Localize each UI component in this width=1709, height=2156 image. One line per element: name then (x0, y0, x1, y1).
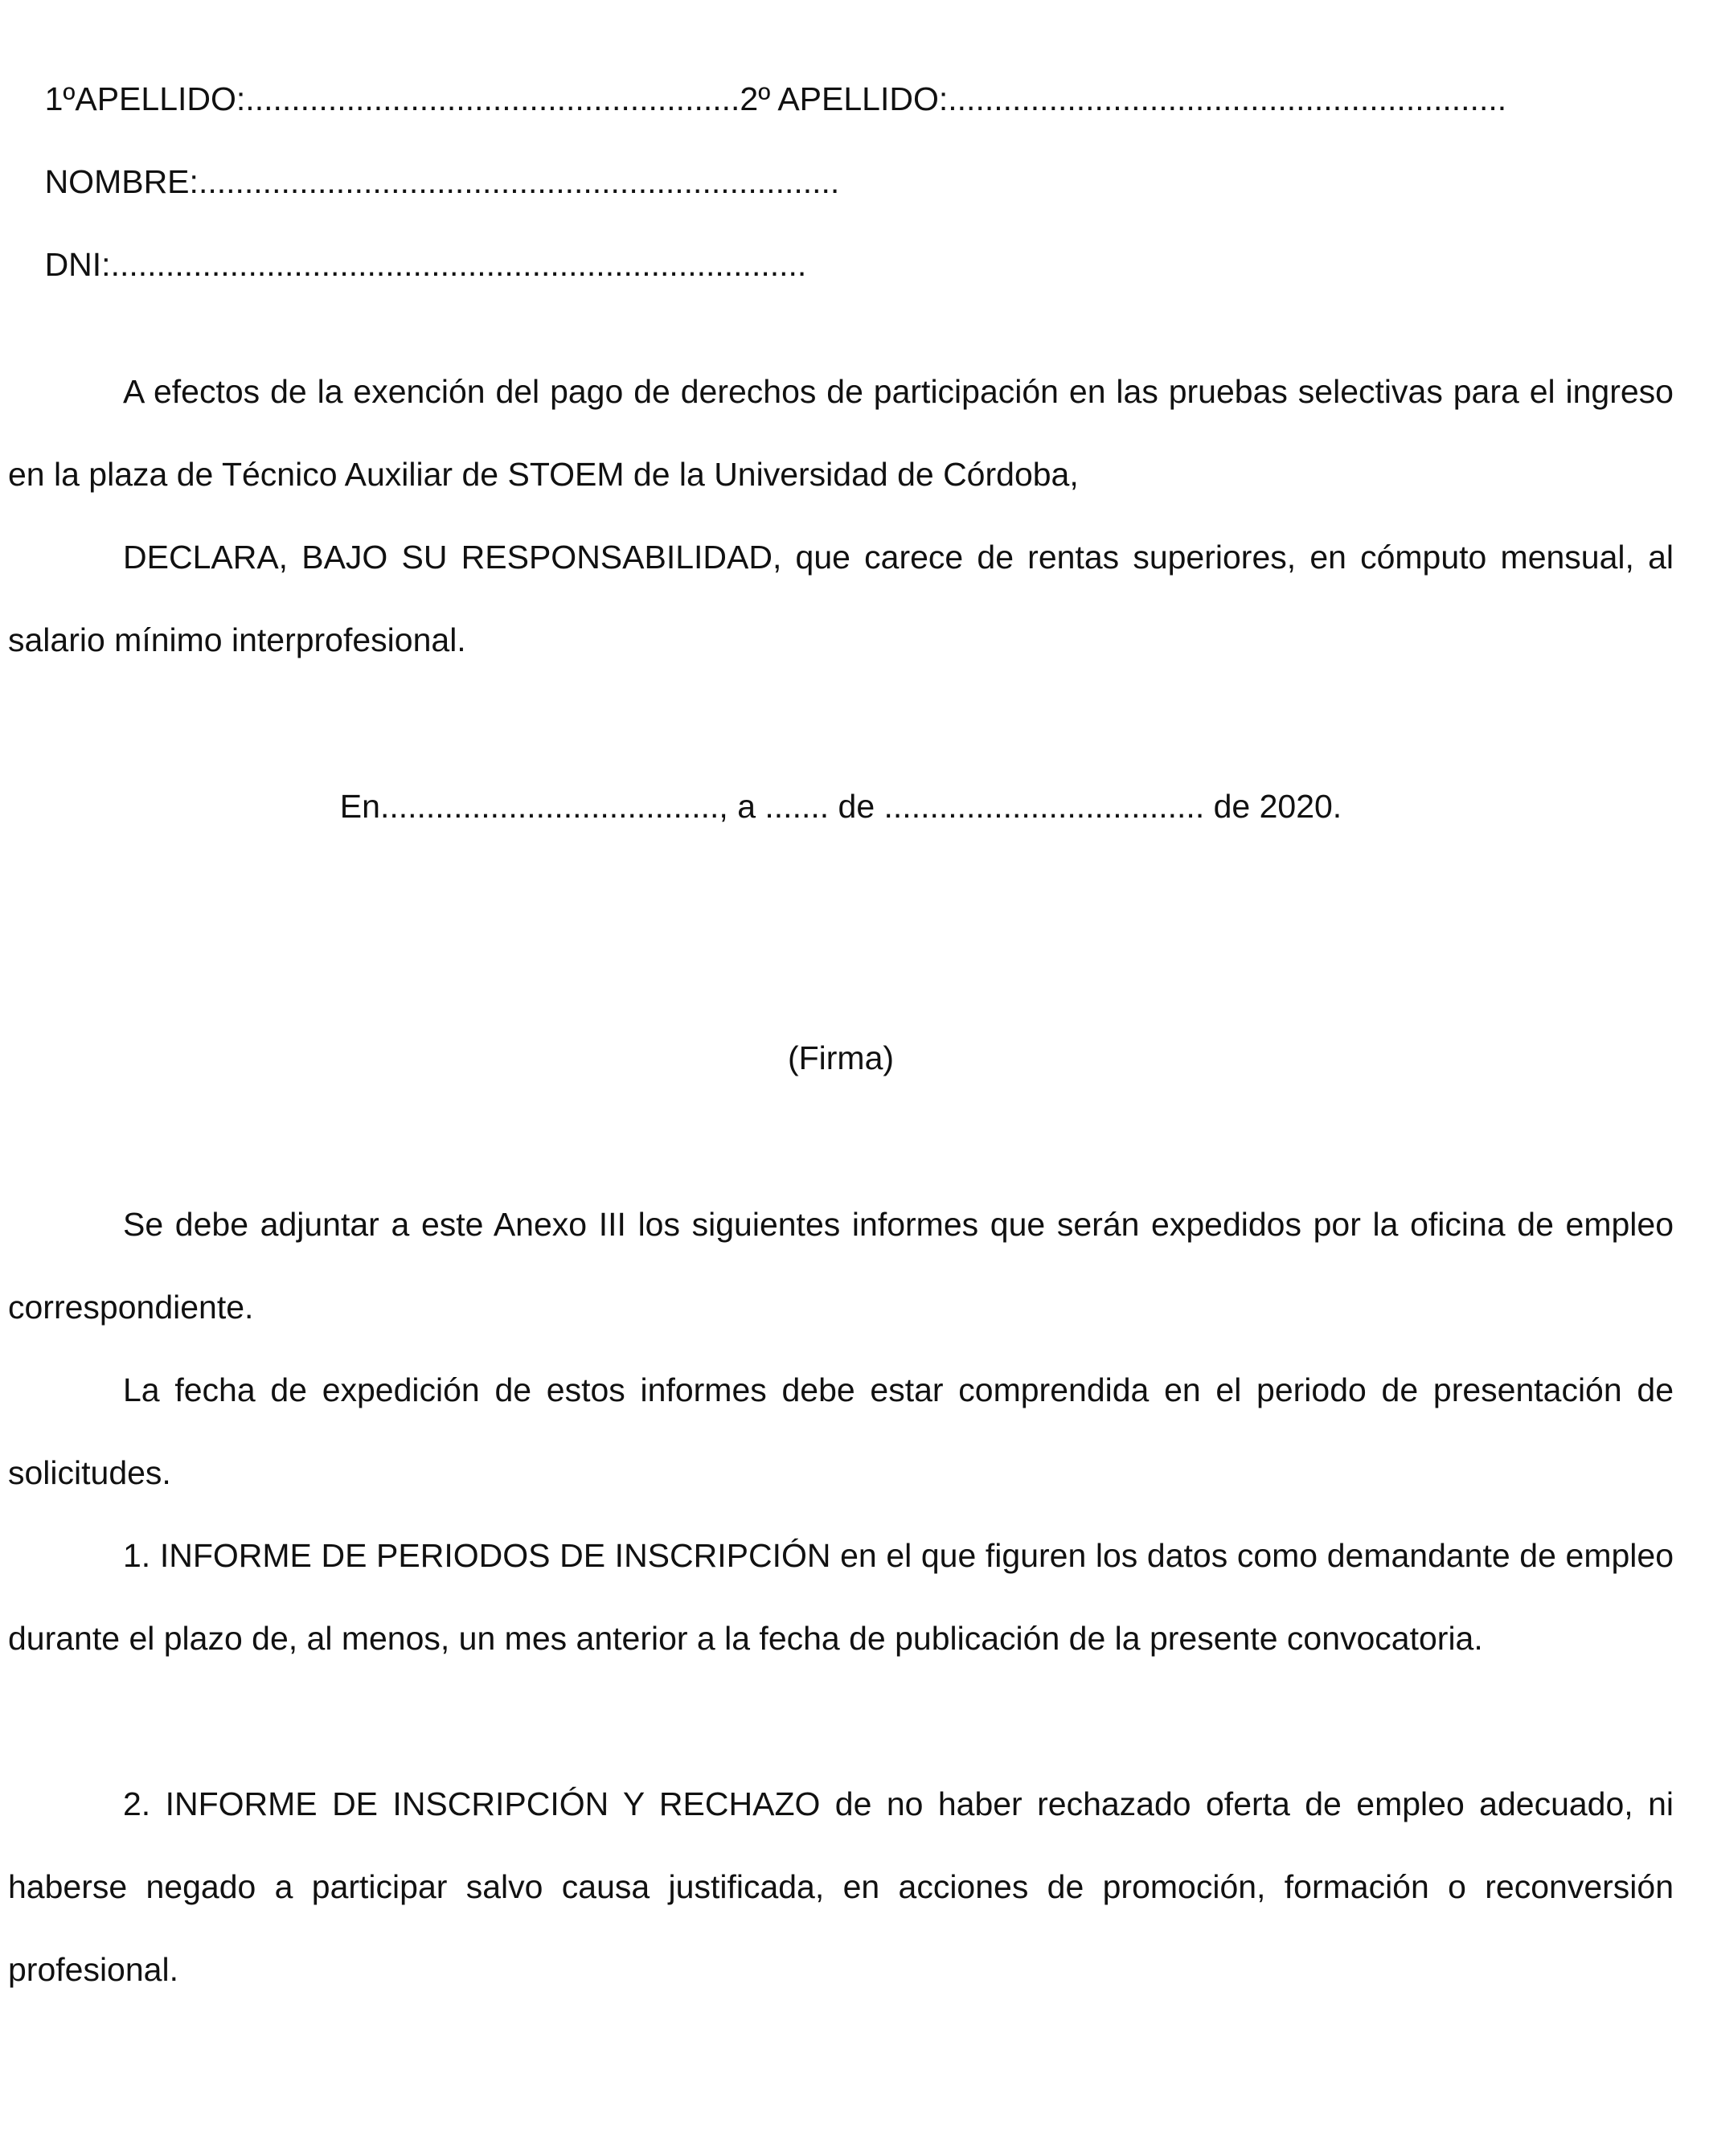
dni-blank: ............................................................................ (110, 246, 807, 283)
apellido1-label: 1ºAPELLIDO: (44, 80, 246, 117)
place-date-line: En....................................., a ....... de ................................... de 2020. (339, 788, 1342, 825)
attach-note: Se debe adjuntar a este Anexo III los siguientes informes que serán expedidos por la oficina de empleo correspondiente. (8, 1206, 1674, 1326)
signature-label: (Firma) (787, 1039, 895, 1076)
nombre-label: NOMBRE: (44, 163, 199, 200)
declaration-intro: A efectos de la exención del pago de derechos de participación en las pruebas selectivas para el ingreso en la plaza de Técnico Auxiliar de STOEM de la Universidad de Córdoba, (8, 373, 1674, 493)
declaration-statement: DECLARA, BAJO SU RESPONSABILIDAD, que carece de rentas superiores, en cómputo mensual, al salario mínimo interprofesional. (8, 539, 1674, 658)
apellido1-blank: ...................................................... (245, 80, 740, 117)
dni-label: DNI: (44, 246, 111, 283)
requirement-item-2: 2. INFORME DE INSCRIPCIÓN Y RECHAZO de no haber rechazado oferta de empleo adecuado, ni haberse negado a participar salvo causa justificada, en acciones de promoción, formación o reconversión profesional. (8, 1785, 1674, 1988)
date-rule-note: La fecha de expedición de estos informes debe estar comprendida en el periodo de presentación de solicitudes. (8, 1371, 1674, 1491)
nombre-blank: ...................................................................... (198, 163, 840, 200)
document-page (8, 0, 1674, 2156)
dni-line (8, 204, 806, 325)
apellido2-label: 2º APELLIDO: (740, 80, 949, 117)
apellido2-blank: ............................................................. (948, 80, 1507, 117)
requirement-item-1: 1. INFORME DE PERIODOS DE INSCRIPCIÓN en el que figuren los datos como demandante de empleo durante el plazo de, al menos, un mes anterior a la fecha de publicación de la presente convocatoria. (8, 1537, 1674, 1657)
